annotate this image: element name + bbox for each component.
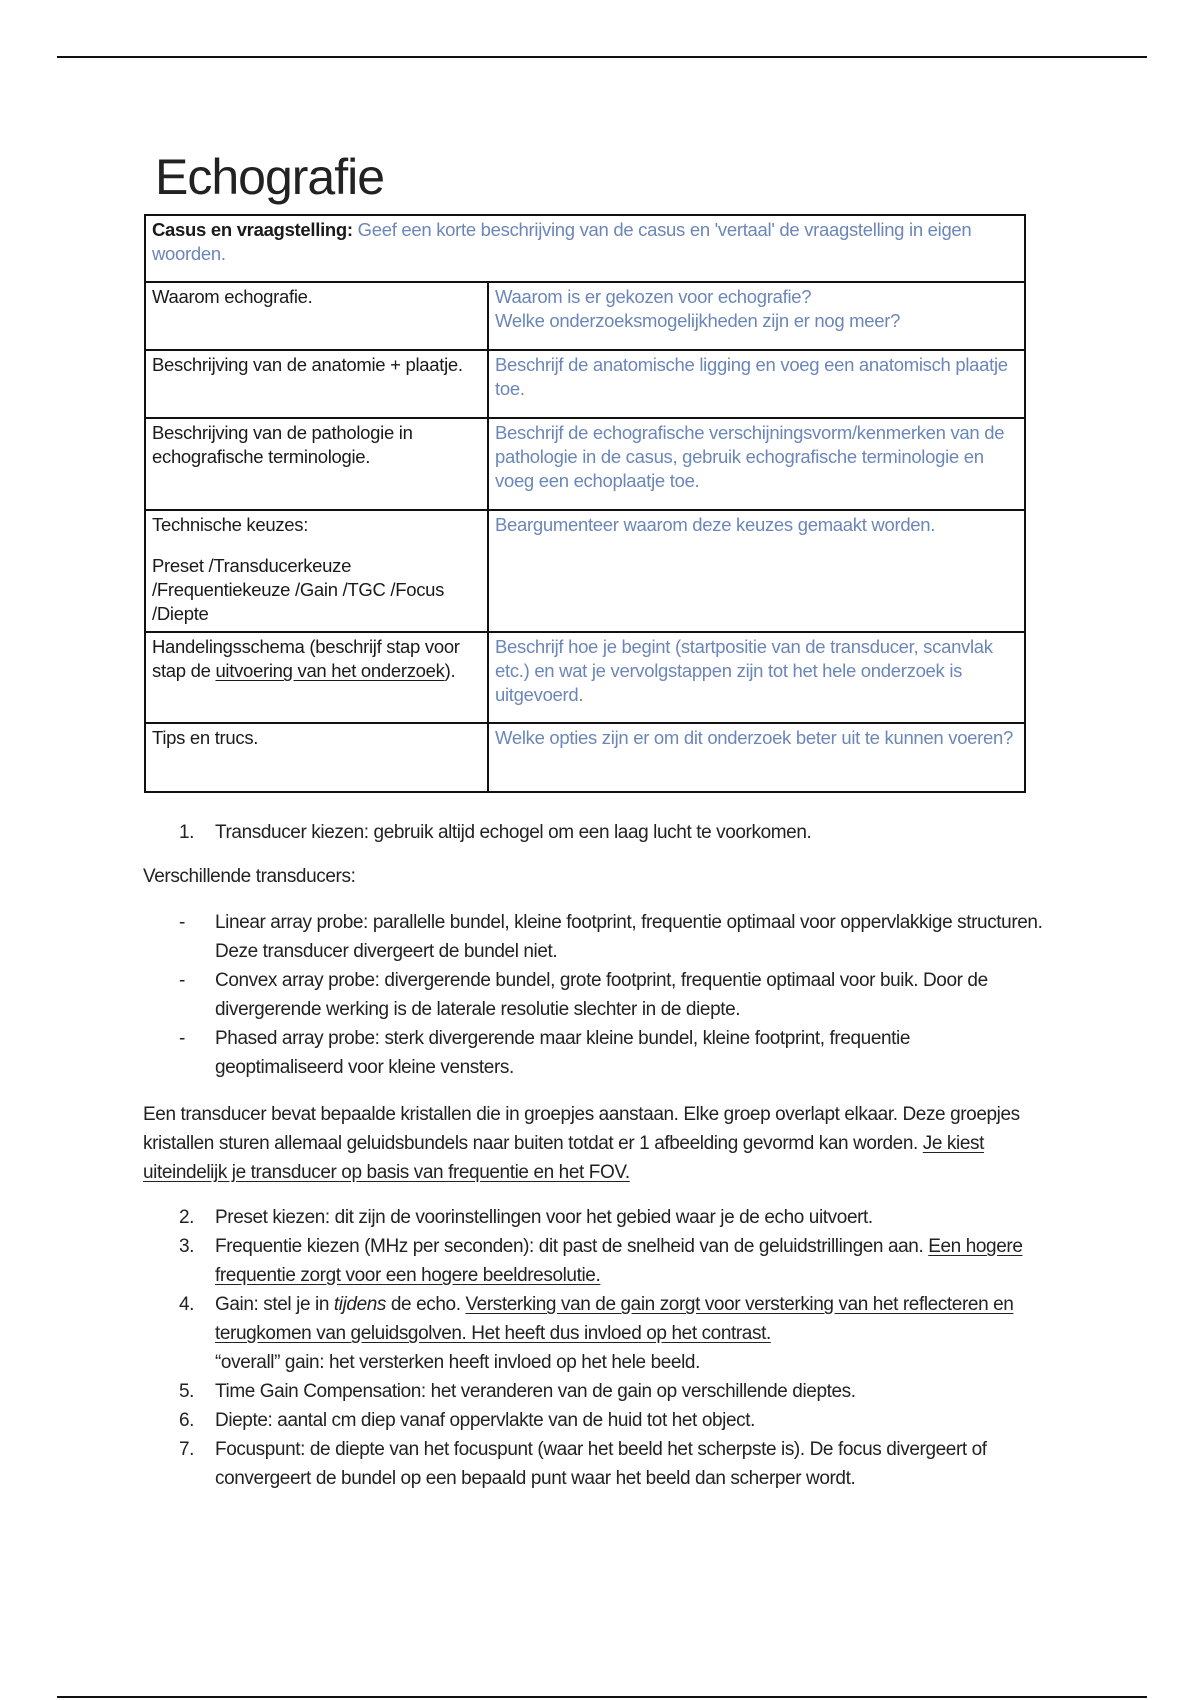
row-label: [145, 510, 488, 632]
list-item: [143, 1435, 1043, 1493]
table-row: [145, 215, 1025, 282]
bullet: -: [179, 912, 185, 933]
table-row: [145, 418, 1025, 510]
page-title: Echografie: [155, 149, 385, 205]
bullet: -: [179, 970, 185, 991]
list-item: [143, 908, 1043, 966]
list-item: [143, 966, 1043, 1024]
list-number: 5.: [179, 1381, 195, 1402]
table-row: [145, 350, 1025, 418]
label-underlined: uitvoering van het onderzoek: [215, 660, 445, 681]
table-row: [145, 632, 1025, 723]
list-text: Convex array probe: divergerende bundel, grote footprint, frequentie optimaal voor buik. Door de divergerende werking is de laterale resolutie slechter in de diepte.: [215, 970, 988, 1020]
header-label: Casus en vraagstelling:: [152, 219, 353, 240]
row-instruction: Beargumenteer waarom deze keuzes gemaakt worden.: [488, 510, 1025, 632]
top-rule: [57, 56, 1147, 58]
list-text: Gain: stel je in: [215, 1294, 334, 1315]
list-item: [143, 1290, 1043, 1377]
row-label: Beschrijving van de pathologie in echografische terminologie.: [145, 418, 488, 510]
table-row: [145, 510, 1025, 632]
list-text: Phased array probe: sterk divergerende maar kleine bundel, kleine footprint, frequentie geoptimaliseerd voor kleine vensters.: [215, 1028, 911, 1078]
transducer-list: [143, 908, 1043, 1082]
header-instruction: Geef een korte beschrijving van de casus en 'vertaal' de vraagstelling in eigen woorden.: [152, 219, 972, 264]
instruction-line: Waarom is er gekozen voor echografie?: [495, 286, 812, 307]
label-text: ).: [444, 660, 456, 681]
table-row: [145, 723, 1025, 792]
list-text: de echo.: [386, 1294, 466, 1315]
instruction-line: Welke onderzoeksmogelijkheden zijn er nog meer?: [495, 310, 901, 331]
list-item: [143, 1232, 1043, 1290]
list-underlined: Versterking van de gain zorgt voor versterking van het reflecteren en terugkomen van geluidsgolven. Het heeft dus invloed op het contrast.: [215, 1294, 1014, 1344]
paragraph-underlined: Je kiest uiteindelijk je transducer op basis van frequentie en het FOV.: [143, 1133, 984, 1183]
list-item: [143, 1024, 1043, 1082]
list-underlined: Een hogere frequentie zorgt voor een hogere beeldresolutie.: [215, 1236, 1023, 1286]
list-number: 4.: [179, 1294, 195, 1315]
list-italic: tijdens: [333, 1294, 386, 1315]
list-text: Preset kiezen: dit zijn de voorinstellingen voor het gebied waar je de echo uitvoert.: [215, 1207, 873, 1228]
list-text: Focuspunt: de diepte van het focuspunt (waar het beeld het scherpste is). De focus divergeert of convergeert de bundel op een bepaald punt waar het beeld dan scherper wordt.: [215, 1439, 987, 1489]
row-label: [145, 632, 488, 723]
row-instruction: Beschrijf hoe je begint (startpositie van de transducer, scanvlak etc.) en wat je vervolgstappen zijn tot het hele onderzoek is uitgevoerd.: [488, 632, 1025, 723]
list-number: 6.: [179, 1410, 195, 1431]
list-text: Linear array probe: parallelle bundel, kleine footprint, frequentie optimaal voor oppervlakkige structuren. Deze transducer divergeert de bundel niet.: [215, 912, 1043, 962]
bullet: -: [179, 1028, 185, 1049]
list-number: 1.: [179, 822, 195, 843]
row-instruction: Welke opties zijn er om dit onderzoek beter uit te kunnen voeren?: [488, 723, 1025, 792]
row-instruction: Beschrijf de echografische verschijningsvorm/kenmerken van de pathologie in de casus, gebruik echografische terminologie en voeg een echoplaatje toe.: [488, 418, 1025, 510]
list-text: Frequentie kiezen (MHz per seconden): dit past de snelheid van de geluidstrillingen aan.: [215, 1236, 929, 1257]
bottom-rule: [57, 1696, 1147, 1698]
row-instruction: [488, 282, 1025, 350]
step-1: [143, 818, 1043, 847]
row-label: Tips en trucs.: [145, 723, 488, 792]
label-text: Handelingsschema (beschrijf stap voor stap de: [152, 636, 460, 681]
list-text: Diepte: aantal cm diep vanaf oppervlakte van de huid tot het object.: [215, 1410, 755, 1431]
list-number: 2.: [179, 1207, 195, 1228]
list-text: Transducer kiezen: gebruik altijd echogel om een laag lucht te voorkomen.: [215, 822, 812, 843]
row-label: Waarom echografie.: [145, 282, 488, 350]
list-text: “overall” gain: het versterken heeft invloed op het hele beeld.: [215, 1352, 700, 1373]
row-instruction: Beschrijf de anatomische ligging en voeg een anatomisch plaatje toe.: [488, 350, 1025, 418]
list-item: [143, 1406, 1043, 1435]
list-number: 7.: [179, 1439, 195, 1460]
paragraph-text: Een transducer bevat bepaalde kristallen die in groepjes aanstaan. Elke groep overlapt elkaar. Deze groepjes kristallen sturen allemaal geluidsbundels naar buiten totdat er 1 afbeelding gevormd kan worden.: [143, 1104, 1020, 1154]
row-label: Beschrijving van de anatomie + plaatje.: [145, 350, 488, 418]
header-cell: [145, 215, 1025, 282]
label-line: Technische keuzes:: [152, 514, 309, 535]
label-line: Preset /Transducerkeuze /Frequentiekeuze /Gain /TGC /Focus /Diepte: [152, 555, 445, 624]
list-number: 3.: [179, 1236, 195, 1257]
transducer-paragraph: [143, 1100, 1048, 1187]
template-table: [144, 214, 1026, 793]
list-text: Time Gain Compensation: het veranderen van de gain op verschillende dieptes.: [215, 1381, 856, 1402]
table-row: [145, 282, 1025, 350]
steps-list: [143, 1203, 1043, 1493]
list-item: [143, 1203, 1043, 1232]
transducers-heading: Verschillende transducers:: [143, 866, 356, 887]
list-item: [143, 1377, 1043, 1406]
